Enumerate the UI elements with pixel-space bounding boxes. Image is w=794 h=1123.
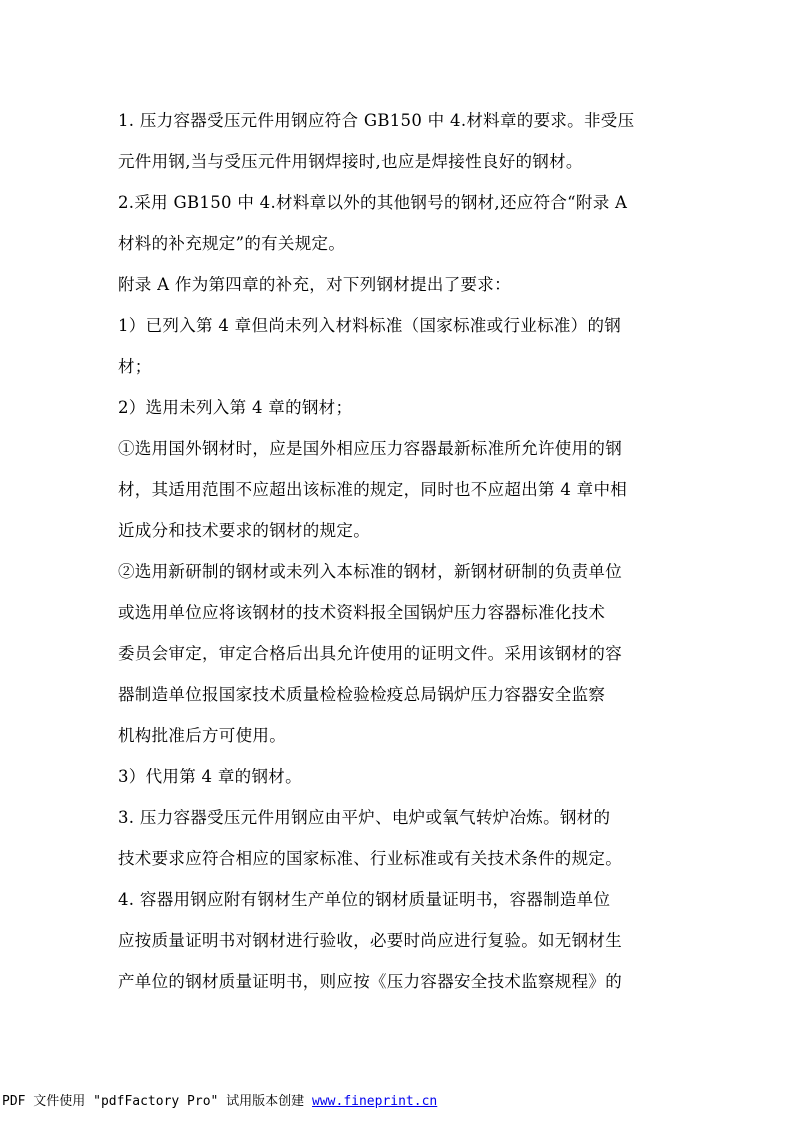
text-line: 2.采用 GB150 中 4.材料章以外的其他钢号的钢材,还应符合“附录 A xyxy=(118,193,628,212)
text-line: 材料的补充规定”的有关规定。 xyxy=(118,234,346,253)
text-line: 材； xyxy=(118,357,152,376)
text-line: 委员会审定，审定合格后出具允许使用的证明文件。采用该钢材的容 xyxy=(118,644,622,663)
text-line: 3. 压力容器受压元件用钢应由平炉、电炉或氧气转炉冶炼。钢材的 xyxy=(118,808,611,827)
text-line: 附录 A 作为第四章的补充，对下列钢材提出了要求： xyxy=(118,275,511,294)
text-line: 机构批准后方可使用。 xyxy=(118,726,286,745)
text-line: 4. 容器用钢应附有钢材生产单位的钢材质量证明书，容器制造单位 xyxy=(118,890,611,909)
text-line: 近成分和技术要求的钢材的规定。 xyxy=(118,521,370,540)
text-line: ②选用新研制的钢材或未列入本标准的钢材，新钢材研制的负责单位 xyxy=(118,562,622,581)
text-line: 技术要求应符合相应的国家标准、行业标准或有关技术条件的规定。 xyxy=(118,849,622,868)
text-line: 应按质量证明书对钢材进行验收，必要时尚应进行复验。如无钢材生 xyxy=(118,931,622,950)
text-line: 或选用单位应将该钢材的技术资料报全国锅炉压力容器标准化技术 xyxy=(118,603,606,622)
footer-text: PDF 文件使用 "pdfFactory Pro" 试用版本创建 xyxy=(2,1094,313,1109)
text-line: 器制造单位报国家技术质量检检验检疫总局锅炉压力容器安全监察 xyxy=(118,685,606,704)
text-line: 1）已列入第 4 章但尚未列入材料标准（国家标准或行业标准）的钢 xyxy=(118,316,622,335)
fineprint-link[interactable]: www.fineprint.cn xyxy=(312,1094,438,1109)
text-line: 产单位的钢材质量证明书，则应按《压力容器安全技术监察规程》的 xyxy=(118,972,622,991)
text-line: 材，其适用范围不应超出该标准的规定，同时也不应超出第 4 章中相 xyxy=(118,480,628,499)
text-line: ①选用国外钢材时，应是国外相应压力容器最新标准所允许使用的钢 xyxy=(118,439,622,458)
document-body xyxy=(118,100,676,1002)
text-line: 2）选用未列入第 4 章的钢材； xyxy=(118,398,353,417)
pdf-footer xyxy=(2,1093,437,1111)
text-line: 3）代用第 4 章的钢材。 xyxy=(118,767,302,786)
text-line: 1. 压力容器受压元件用钢应符合 GB150 中 4.材料章的要求。非受压 xyxy=(118,111,635,130)
text-line: 元件用钢,当与受压元件用钢焊接时,也应是焊接性良好的钢材。 xyxy=(118,152,583,171)
